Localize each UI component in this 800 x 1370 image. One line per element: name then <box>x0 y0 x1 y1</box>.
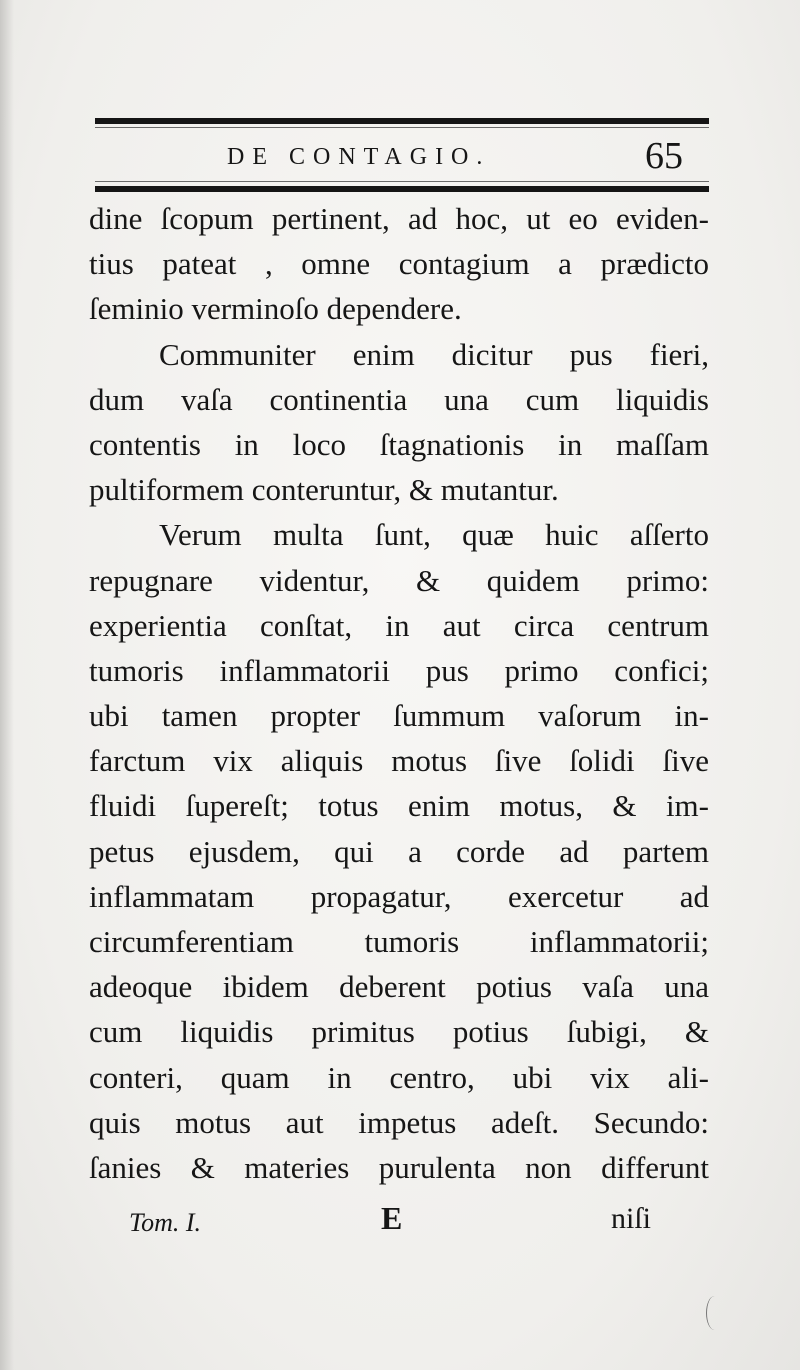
text-line: conteri, quam in centro, ubi vix ali- <box>89 1059 709 1095</box>
text-line: farctum vix aliquis motus ſive ſolidi ſive <box>89 743 709 779</box>
page-edge-shadow <box>0 0 14 1370</box>
volume-signature: Tom. I. <box>129 1208 202 1237</box>
text-line: repugnare videntur, & quidem primo: <box>89 562 709 598</box>
text-line: tius pateat , omne contagium a prædicto <box>89 246 709 282</box>
text-line: Communiter enim dicitur pus fieri, <box>159 336 709 372</box>
text-line: tumoris inflammatorii pus primo confici; <box>89 652 709 688</box>
text-line: ſanies & materies purulenta non differunt <box>89 1149 709 1185</box>
catchword: niſi <box>610 1202 651 1235</box>
text-line: circumferentiam tumoris inflammatorii; <box>89 924 709 959</box>
header-rule-bottom <box>95 186 709 192</box>
text-line: pultiformem conteruntur, & mutantur. <box>89 472 559 508</box>
text-line: ubi tamen propter ſummum vaſorum in- <box>89 698 709 734</box>
gathering-signature: E <box>381 1200 403 1236</box>
header-rule-bottom-thin <box>95 181 709 182</box>
text-line: Verum multa ſunt, quæ huic aſſerto <box>159 517 709 553</box>
text-line: inflammatam propagatur, exercetur ad <box>89 878 709 914</box>
text-line: petus ejusdem, qui a corde ad partem <box>89 833 709 869</box>
running-head: DE CONTAGIO. <box>227 144 491 170</box>
text-line: dum vaſa continentia una cum liquidis <box>89 381 709 417</box>
text-line: dine ſcopum pertinent, ad hoc, ut eo eviden- <box>89 201 709 236</box>
text-line: cum liquidis primitus potius ſubigi, & <box>89 1014 709 1050</box>
page-number: 65 <box>645 135 683 177</box>
text-line: fluidi ſupereſt; totus enim motus, & im- <box>89 788 709 824</box>
page-footer <box>95 1200 709 1250</box>
page-header <box>95 128 709 186</box>
text-line: quis motus aut impetus adeſt. Secundo: <box>89 1104 709 1140</box>
body-text <box>89 196 709 1190</box>
text-line: ſeminio verminoſo dependere. <box>89 291 462 327</box>
text-line: experientia conſtat, in aut circa centrum <box>89 607 709 643</box>
pencil-mark <box>706 1296 723 1330</box>
text-line: adeoque ibidem deberent potius vaſa una <box>89 969 709 1005</box>
header-rule-top <box>95 118 709 124</box>
text-line: contentis in loco ſtagnationis in maſſam <box>89 426 709 462</box>
